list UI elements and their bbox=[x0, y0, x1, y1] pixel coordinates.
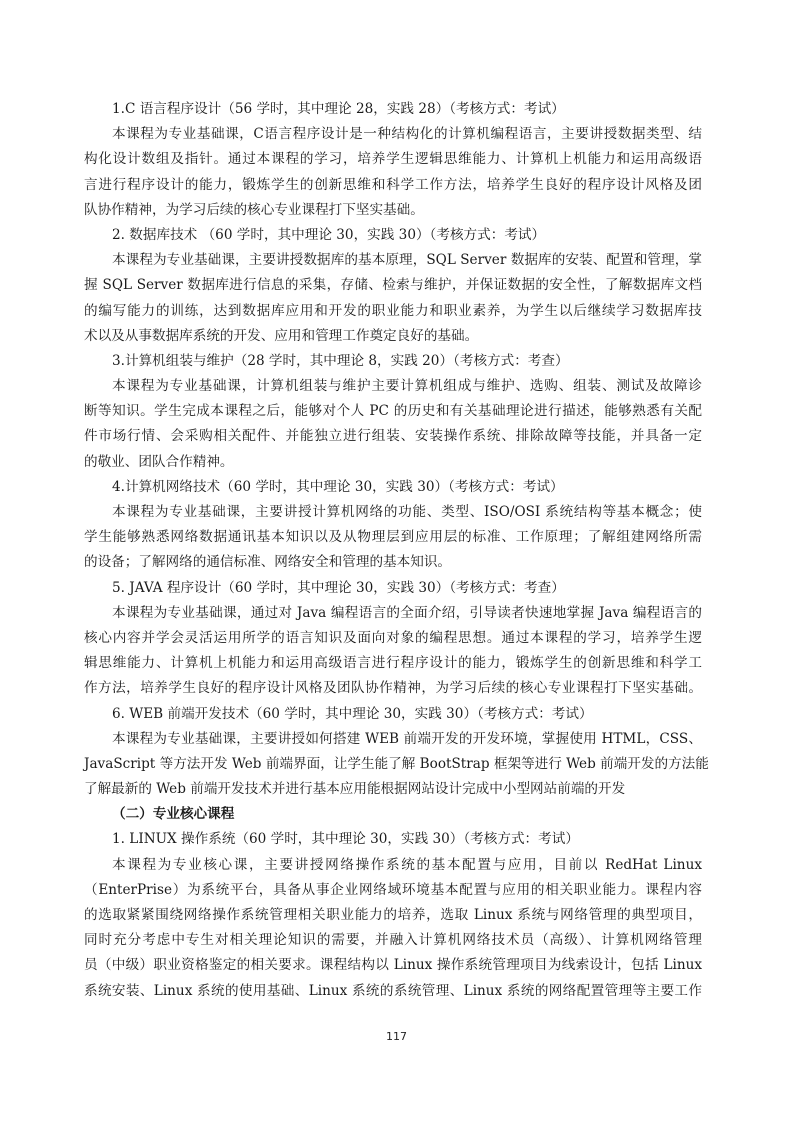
paragraph-line: 员（中级）职业资格鉴定的相关要求。课程结构以 Linux 操作系统管理项目为线索设计，包括 Linux bbox=[84, 957, 702, 974]
paragraph-line: 的编写能力的训练，达到数据库应用和开发的职业能力和职业素养，为学生以后继续学习数据库技 bbox=[84, 302, 702, 319]
course-heading: 1. LINUX 操作系统（60 学时，其中理论 30，实践 30）（考核方式：考试） bbox=[112, 831, 579, 848]
paragraph-line: 言进行程序设计的能力，锻炼学生的创新思维和科学工作方法，培养学生良好的程序设计风格及团 bbox=[84, 176, 702, 193]
paragraph-line: 作方法，培养学生良好的程序设计风格及团队协作精神，为学习后续的核心专业课程打下坚实基础。 bbox=[84, 680, 702, 697]
paragraph-line: 件市场行情、会采购相关配件、并能独立进行组装、安装操作系统、排除故障等技能，并具备一定 bbox=[84, 428, 702, 445]
course-heading: 6. WEB 前端开发技术（60 学时，其中理论 30，实践 30）（考核方式：考试） bbox=[112, 705, 593, 722]
paragraph-line: 断等知识。学生完成本课程之后，能够对个人 PC 的历史和有关基础理论进行描述，能够熟悉有关配 bbox=[84, 403, 702, 420]
page-number: 117 bbox=[386, 1030, 407, 1043]
paragraph-line: 辑思维能力、计算机上机能力和运用高级语言进行程序设计的能力，锻炼学生的创新思维和科学工 bbox=[84, 655, 702, 672]
paragraph-line: 核心内容并学会灵活运用所学的语言知识及面向对象的编程思想。通过本课程的学习，培养学生逻 bbox=[84, 629, 702, 646]
paragraph-line: 本课程为专业基础课，通过对 Java 编程语言的全面介绍，引导读者快速地掌握 Java 编程语言的 bbox=[112, 604, 702, 621]
paragraph-line: 了解最新的 Web 前端开发技术并进行基本应用能根据网站设计完成中小型网站前端的开发 bbox=[84, 781, 626, 798]
paragraph-line: 学生能够熟悉网络数据通讯基本知识以及从物理层到应用层的标准、工作原理；了解组建网络所需 bbox=[84, 529, 702, 546]
paragraph-line: 的设备；了解网络的通信标准、网络安全和管理的基本知识。 bbox=[84, 554, 452, 571]
paragraph-line: 本课程为专业基础课，C语言程序设计是一种结构化的计算机编程语言，主要讲授数据类型、结 bbox=[112, 126, 702, 143]
paragraph-line: 本课程为专业基础课，计算机组装与维护主要计算机组成与维护、选购、组装、测试及故障诊 bbox=[112, 378, 702, 395]
paragraph-line: 本课程为专业核心课，主要讲授网络操作系统的基本配置与应用，目前以 RedHat Linux bbox=[112, 856, 702, 873]
paragraph-line: 系统安装、Linux 系统的使用基础、Linux 系统的系统管理、Linux 系统的网络配置管理等主要工作 bbox=[84, 982, 702, 999]
course-heading: 4.计算机网络技术（60 学时，其中理论 30，实践 30）（考核方式：考试） bbox=[112, 478, 564, 495]
course-heading: 3.计算机组装与维护（28 学时，其中理论 8，实践 20）（考核方式：考查） bbox=[112, 352, 569, 369]
course-heading: 5. JAVA 程序设计（60 学时，其中理论 30，实践 30）（考核方式：考查） bbox=[112, 579, 565, 596]
section-heading: （二）专业核心课程 bbox=[112, 806, 235, 823]
paragraph-line: 的敬业、团队合作精神。 bbox=[84, 453, 234, 470]
paragraph-line: 握 SQL Server 数据库进行信息的采集，存储、检索与维护，并保证数据的安全性，了解数据库文档 bbox=[84, 277, 702, 294]
paragraph-line: 同时充分考虑中专生对相关理论知识的需要，并融入计算机网络技术员（高级）、计算机网络管理 bbox=[84, 932, 702, 949]
paragraph-line: 本课程为专业基础课，主要讲授如何搭建 WEB 前端开发的开发环境，掌握使用 HTML，CSS、 bbox=[112, 730, 702, 747]
paragraph-line: 本课程为专业基础课，主要讲授计算机网络的功能、类型、ISO/OSI 系统结构等基本概念；使 bbox=[112, 504, 702, 520]
paragraph-line: （EnterPrise）为系统平台，具备从事企业网络域环境基本配置与应用的相关职业能力。课程内容 bbox=[84, 881, 702, 898]
course-heading: 2. 数据库技术 （60 学时，其中理论 30，实践 30）（考核方式：考试） bbox=[112, 226, 546, 243]
paragraph-line: 的选取紧紧围绕网络操作系统管理相关职业能力的培养，选取 Linux 系统与网络管理的典型项目， bbox=[84, 907, 702, 923]
paragraph-line: JavaScript 等方法开发 Web 前端界面，让学生能了解 BootStrap 框架等进行 Web 前端开发的方法能 bbox=[84, 755, 709, 772]
document-body bbox=[84, 97, 709, 1004]
course-heading: 1.C 语言程序设计（56 学时，其中理论 28，实践 28）（考核方式：考试） bbox=[112, 101, 565, 117]
paragraph-line: 队协作精神，为学习后续的核心专业课程打下坚实基础。 bbox=[84, 201, 424, 218]
paragraph-line: 术以及从事数据库系统的开发、应用和管理工作奠定良好的基础。 bbox=[84, 327, 479, 344]
paragraph-line: 本课程为专业基础课，主要讲授数据库的基本原理，SQL Server 数据库的安装、配置和管理，掌 bbox=[112, 252, 702, 269]
paragraph-line: 构化设计数组及指针。通过本课程的学习，培养学生逻辑思维能力、计算机上机能力和运用高级语 bbox=[84, 151, 702, 168]
